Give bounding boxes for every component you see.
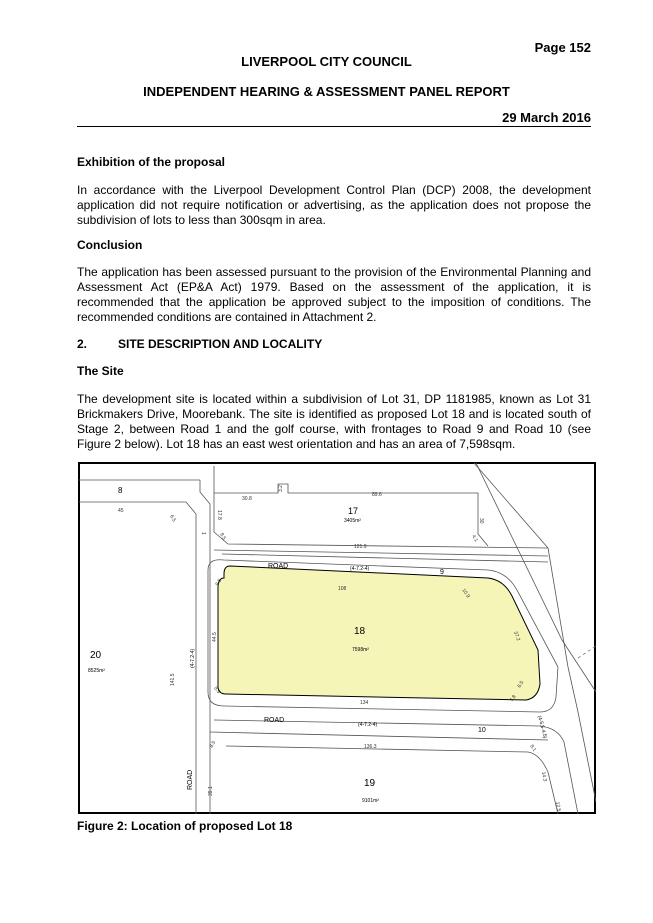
lot-19-label: 19 [364,778,376,789]
paragraph-line: application did not require notification or advertising, as the application does not propose the [77,198,591,212]
section-title: SITE DESCRIPTION AND LOCALITY [118,337,323,351]
paragraph-line: In accordance with the Liverpool Development Control Plan (DCP) 2008, the development [77,183,591,197]
paragraph-line: Stage 2, between Road 1 and the golf course, with frontages to Road 9 and Road 10 (see [77,422,591,436]
conclusion-paragraph [77,265,591,325]
lot-18-parcel [218,566,540,700]
lot-20-label: 20 [90,650,102,661]
road-10-name: ROAD [264,717,285,724]
exhibition-heading: Exhibition of the proposal [77,155,225,169]
dim-label: 89.6 [372,492,382,498]
road-9-name: ROAD [268,563,289,570]
site-heading: The Site [77,364,124,378]
dim-label: 136.3 [364,744,377,750]
dim-label: 3.2 [278,485,284,492]
road-9-number: 9 [440,569,444,576]
dim-label: 44.5 [212,632,218,642]
paragraph-line: subdivision of lots to less than 300sqm in area. [77,213,326,227]
site-paragraph [77,392,591,452]
dim-label: 141.5 [170,673,176,686]
figure-caption: Figure 2: Location of proposed Lot 18 [77,819,293,833]
lot-18-label: 18 [354,626,366,637]
road-10-code: (4-7.2-4) [358,722,378,728]
dim-label: 6.5 [516,679,526,689]
lot-17-label: 17 [348,506,359,516]
conclusion-heading: Conclusion [77,238,143,252]
lot-18-area: 7598m² [352,647,369,653]
road-1-name: ROAD [187,769,194,790]
lot-19-area: 9101m² [362,798,379,804]
dim-label: 8.5 [208,739,218,749]
dim-label: 10.9 [460,587,471,600]
paragraph-line: recommended conditions are contained in Attachment 2. [77,310,377,324]
dim-label: 14.3 [540,771,548,782]
dim-label: 7.8 [508,694,518,704]
lot-17-area: 3405m² [344,518,361,524]
lot-20-area: 8525m² [88,668,105,674]
paragraph-line: Assessment Act (EP&A Act) 1979. Based on the assessment of the application, it is [77,280,591,294]
lot-8-label: 8 [118,486,123,495]
dim-label: 108 [338,586,347,592]
exhibition-paragraph [77,183,591,228]
dim-label: 39.1 [208,786,214,796]
paragraph-line: The application has been assessed pursuant to the provision of the Environmental Planning and [77,265,591,279]
paragraph-line: Figure 2 below). Lot 18 has an east west orientation and has an area of 7,598sqm. [77,437,516,451]
page-number: Page 152 [534,40,591,55]
dim-label: 8.1 [528,743,538,753]
dim-label: 30.8 [242,496,252,502]
report-title: INDEPENDENT HEARING & ASSESSMENT PANEL REPORT [143,84,510,99]
paragraph-line: The development site is located within a subdivision of Lot 31, DP 1181985, known as Lot 31 [77,392,591,406]
dim-label: 121.9 [354,544,367,550]
dim-label: 30 [478,518,484,524]
dim-label: 134 [360,700,369,706]
road-diag-code: (4-5.5-4.5) [536,714,548,740]
dim-label: 8.5 [214,577,224,587]
dim-label: 17.8 [216,510,222,520]
dim-label: 8.5 [212,685,222,695]
dim-label: 45 [118,508,124,514]
site-plan-map [78,462,596,814]
section-number: 2. [77,337,88,351]
dim-label: 12.5 [554,801,562,812]
dim-label: 1 [200,532,206,535]
dim-label: 4.1 [470,534,479,544]
report-date: 29 March 2016 [502,110,591,125]
dim-label: 6.5 [168,514,177,524]
paragraph-line: recommended that the application be approved subject to the imposition of conditions. The [77,295,591,309]
road-1-code: (4-7.2-4) [190,648,196,668]
council-name: LIVERPOOL CITY COUNCIL [241,54,412,69]
paragraph-line: Brickmakers Drive, Moorebank. The site is identified as proposed Lot 18 and is located south of [77,407,591,421]
road-9-code: (4-7.2-4) [350,566,370,572]
dim-label: 37.2 [512,630,522,642]
dim-label: 8.5 [218,532,227,542]
road-10-number: 10 [478,727,486,734]
header-rule [77,126,591,127]
